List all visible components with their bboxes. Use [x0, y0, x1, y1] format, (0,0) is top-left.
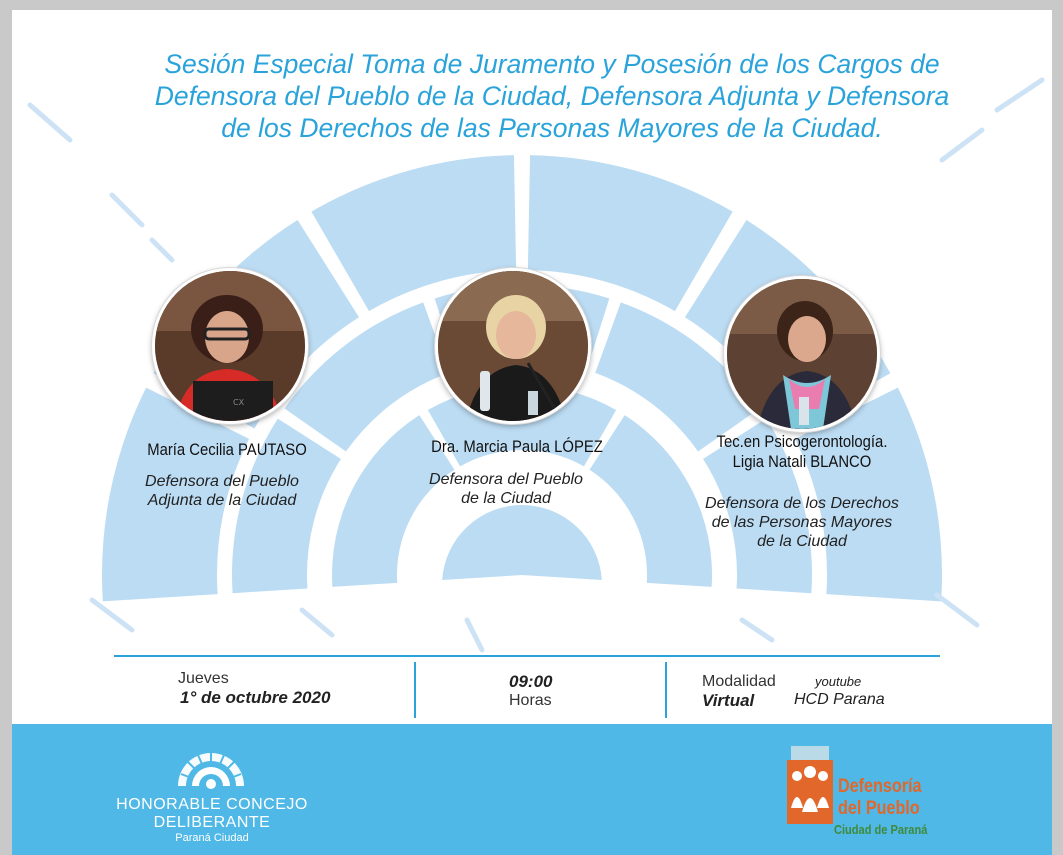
- title-line-3: de los Derechos de las Personas Mayores de la Ciudad.: [221, 113, 883, 143]
- hcd-semicircle-logo-icon: [176, 746, 246, 790]
- title-line-2: Defensora del Pueblo de la Ciudad, Defensora Adjunta y Defensora: [154, 81, 950, 111]
- poster-card: [12, 10, 1052, 855]
- event-time-unit: Horas: [509, 692, 552, 709]
- speaker-role-1: [122, 472, 322, 510]
- footer-band: [12, 724, 1052, 855]
- event-date: 1° de octubre 2020: [180, 688, 331, 707]
- speaker-portrait-lopez: [435, 268, 591, 424]
- arch-segment: [442, 505, 602, 580]
- speaker-role-line: Adjunta de la Ciudad: [147, 492, 297, 509]
- speaker-role-2: [406, 470, 606, 508]
- person-photo-icon: [155, 271, 305, 421]
- speaker-role-line: de las Personas Mayores: [711, 514, 893, 531]
- speaker-role-3: [692, 494, 912, 551]
- speaker-role-line: Defensora de los Derechos: [705, 495, 899, 512]
- info-column-divider: [665, 662, 667, 718]
- event-mode-label: Modalidad: [702, 673, 776, 690]
- speaker-name-line: Ligia Natali BLANCO: [732, 453, 872, 471]
- event-day: Jueves: [178, 670, 229, 687]
- defensoria-name-line-1: Defensoría: [838, 776, 922, 797]
- speaker-portrait-blanco: [724, 276, 880, 432]
- event-time: 09:00: [509, 672, 553, 691]
- speaker-role-line: de la Ciudad: [461, 490, 551, 507]
- person-photo-icon: [727, 279, 877, 429]
- info-column-divider: [414, 662, 416, 718]
- info-divider-line: [114, 655, 940, 657]
- speaker-portrait-pautaso: [152, 268, 308, 424]
- speaker-name-3: [690, 432, 915, 472]
- defensoria-people-logo-icon: [787, 746, 833, 824]
- event-channel-platform: youtube: [815, 674, 862, 689]
- speaker-name-1: [124, 440, 331, 460]
- title-line-1: Sesión Especial Toma de Juramento y Posesión de los Cargos de: [164, 49, 940, 79]
- event-title: [52, 48, 1052, 144]
- speaker-name-line: Tec.en Psicogerontología.: [716, 433, 888, 451]
- hcd-city: Paraná Ciudad: [175, 832, 249, 844]
- event-channel-name: HCD Parana: [794, 691, 885, 708]
- hcd-name-line-1: HONORABLE CONCEJO: [116, 796, 308, 813]
- speaker-role-line: de la Ciudad: [757, 533, 847, 550]
- event-mode-value: Virtual: [702, 691, 755, 710]
- hcd-name-line-2: DELIBERANTE: [153, 814, 271, 831]
- defensoria-city: Ciudad de Paraná: [834, 822, 928, 837]
- speaker-role-line: Defensora del Pueblo: [145, 473, 299, 490]
- speaker-role-line: Defensora del Pueblo: [429, 471, 583, 488]
- speaker-name-2: [409, 437, 625, 457]
- defensoria-name-line-2: del Pueblo: [838, 798, 920, 819]
- speaker-name-line: María Cecilia PAUTASO: [147, 441, 307, 459]
- speaker-name-line: Dra. Marcia Paula LÓPEZ: [431, 438, 603, 456]
- person-photo-icon: [438, 271, 588, 421]
- svg-text:CX: CX: [233, 398, 245, 407]
